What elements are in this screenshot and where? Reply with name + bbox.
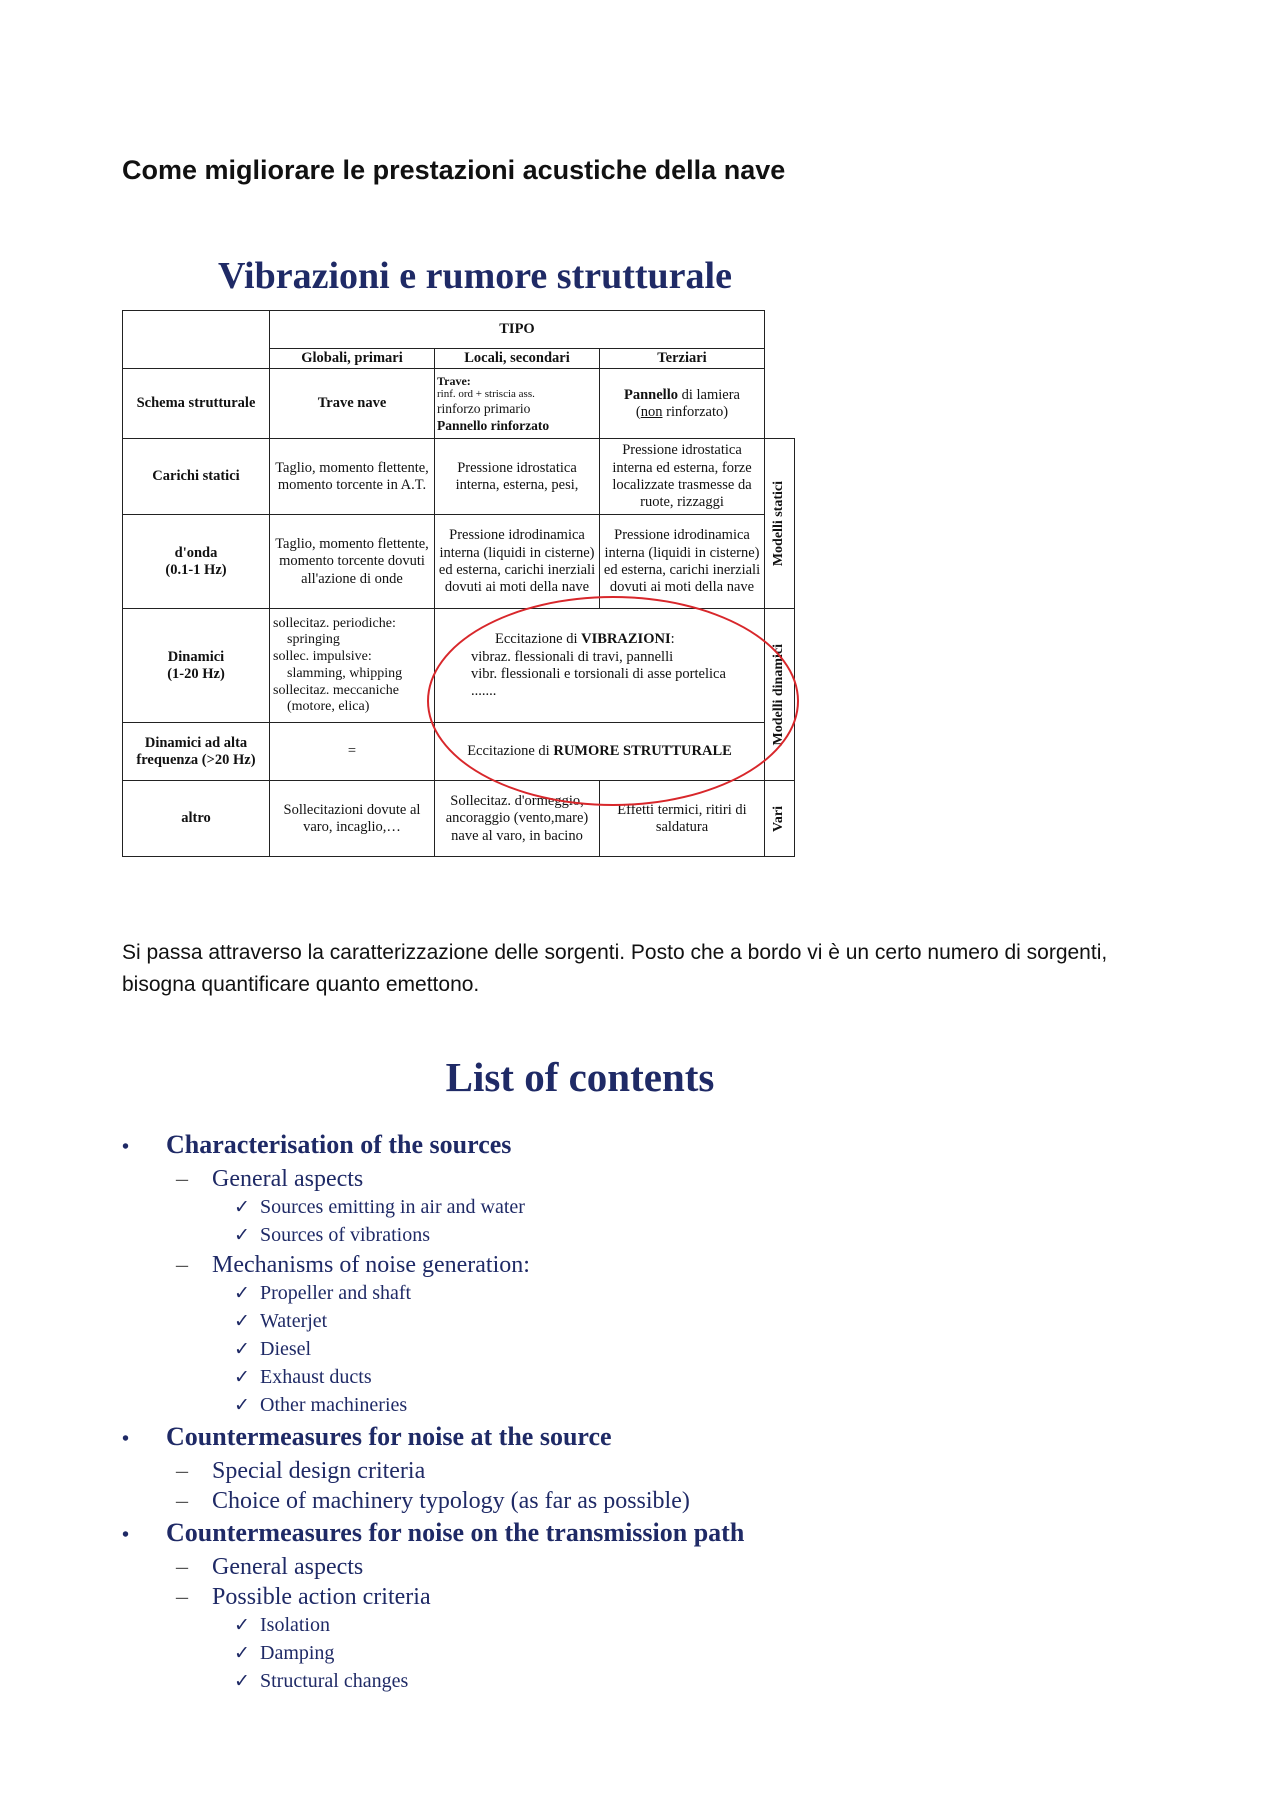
- structural-loads-table: [122, 310, 802, 865]
- page-heading: Come migliorare le prestazioni acustiche della nave: [122, 155, 786, 185]
- check-icon: ✓: [234, 1197, 250, 1218]
- toc-item: ✓ Sources of vibrations: [234, 1224, 430, 1246]
- row-schema-strutturale: Schema strutturale: [123, 369, 270, 439]
- bullet-icon: •: [122, 1428, 130, 1450]
- cell-do-locali: Pressione idrodinamica interna (liquidi in cisterne) ed esterna, carichi inerziali dovuti ai moti della nave: [435, 515, 600, 609]
- cell-cs-locali: Pressione idrostatica interna, esterna, pesi,: [435, 439, 600, 515]
- toc-item: ✓ Structural changes: [234, 1670, 409, 1692]
- side-modelli-statici: Modelli statici: [765, 439, 795, 609]
- row-carichi-statici: Carichi statici: [123, 439, 270, 515]
- row-altro: altro: [123, 781, 270, 857]
- header-locali: Locali, secondari: [435, 349, 600, 369]
- row-dinamici: Dinamici (1-20 Hz): [123, 609, 270, 723]
- toc-item: ✓ Damping: [234, 1642, 335, 1664]
- toc-section: • Countermeasures for noise at the source: [122, 1422, 612, 1451]
- toc-item: ✓ Diesel: [234, 1338, 312, 1360]
- toc-subsection: – Mechanisms of noise generation:: [176, 1252, 530, 1278]
- cell-trave-nave: Trave nave: [270, 369, 435, 439]
- cell-terziari-schema: Pannello di lamiera (non rinforzato): [600, 369, 765, 439]
- table-of-contents: [122, 1130, 744, 1698]
- check-icon: ✓: [234, 1671, 250, 1692]
- toc-item: ✓ Other machineries: [234, 1394, 408, 1416]
- toc-subsection: – General aspects: [176, 1554, 364, 1580]
- check-icon: ✓: [234, 1225, 250, 1246]
- toc-subsection: – Possible action criteria: [176, 1584, 431, 1610]
- row-donda: d'onda (0.1-1 Hz): [123, 515, 270, 609]
- header-tipo: TIPO: [270, 311, 765, 349]
- check-icon: ✓: [234, 1395, 250, 1416]
- cell-cs-terziari: Pressione idrostatica interna ed esterna, forze localizzate trasmesse da ruote, rizzaggi: [600, 439, 765, 515]
- cell-altro-terziari: Effetti termici, ritiri di saldatura: [600, 781, 765, 857]
- toc-section: • Characterisation of the sources: [122, 1130, 512, 1159]
- table-corner-cell: [123, 311, 270, 369]
- slide-title: Vibrazioni e rumore strutturale: [218, 255, 732, 297]
- cell-rumore-strutturale: Eccitazione di RUMORE STRUTTURALE: [435, 723, 765, 781]
- cell-altro-locali: Sollecitaz. d'ormeggio, ancoraggio (vento,mare) nave al varo, in bacino: [435, 781, 600, 857]
- toc-title: List of contents: [445, 1054, 715, 1100]
- header-globali: Globali, primari: [270, 349, 435, 369]
- check-icon: ✓: [234, 1643, 250, 1664]
- toc-subsection: – General aspects: [176, 1166, 364, 1192]
- cell-cs-globali: Taglio, momento flettente, momento torcente in A.T.: [270, 439, 435, 515]
- check-icon: ✓: [234, 1339, 250, 1360]
- toc-item: ✓ Waterjet: [234, 1310, 328, 1332]
- toc-item: ✓ Sources emitting in air and water: [234, 1196, 525, 1218]
- toc-section: • Countermeasures for noise on the transmission path: [122, 1518, 745, 1547]
- toc-item: ✓ Exhaust ducts: [234, 1366, 372, 1388]
- bullet-icon: •: [122, 1524, 130, 1546]
- check-icon: ✓: [234, 1615, 250, 1636]
- body-paragraph: Si passa attraverso la caratterizzazione delle sorgenti. Posto che a bordo vi è un certo numero di sorgenti, bisogna quantificare quanto emettono.: [122, 941, 1108, 996]
- cell-altro-globali: Sollecitazioni dovute al varo, incaglio,…: [270, 781, 435, 857]
- side-modelli-dinamici: Modelli dinamici: [765, 609, 795, 781]
- toc-subsection: – Special design criteria: [176, 1458, 426, 1484]
- cell-do-globali: Taglio, momento flettente, momento torcente dovuti all'azione di onde: [270, 515, 435, 609]
- toc-item: ✓ Propeller and shaft: [234, 1282, 412, 1304]
- row-alta-frequenza: Dinamici ad alta frequenza (>20 Hz): [123, 723, 270, 781]
- side-vari: Vari: [765, 781, 795, 857]
- toc-subsection: – Choice of machinery typology (as far as possible): [176, 1488, 690, 1514]
- check-icon: ✓: [234, 1283, 250, 1304]
- check-icon: ✓: [234, 1367, 250, 1388]
- bullet-icon: •: [122, 1136, 130, 1158]
- cell-eccitazione-vibrazioni: Eccitazione di VIBRAZIONI: vibraz. flessionali di travi, pannelli vibr. flessionali e torsionali di asse portelica .......: [435, 609, 765, 723]
- check-icon: ✓: [234, 1311, 250, 1332]
- cell-locali-schema: Trave: rinf. ord + striscia ass. rinforzo primario Pannello rinforzato: [435, 369, 600, 439]
- cell-do-terziari: Pressione idrodinamica interna (liquidi in cisterne) ed esterna, carichi inerziali dovuti ai moti della nave: [600, 515, 765, 609]
- cell-alta-globali: =: [270, 723, 435, 781]
- header-terziari: Terziari: [600, 349, 765, 369]
- toc-item: ✓ Isolation: [234, 1614, 330, 1636]
- cell-din-globali: sollecitaz. periodiche: springing sollec. impulsive: slamming, whipping sollecitaz. meccaniche (motore, elica): [270, 609, 435, 723]
